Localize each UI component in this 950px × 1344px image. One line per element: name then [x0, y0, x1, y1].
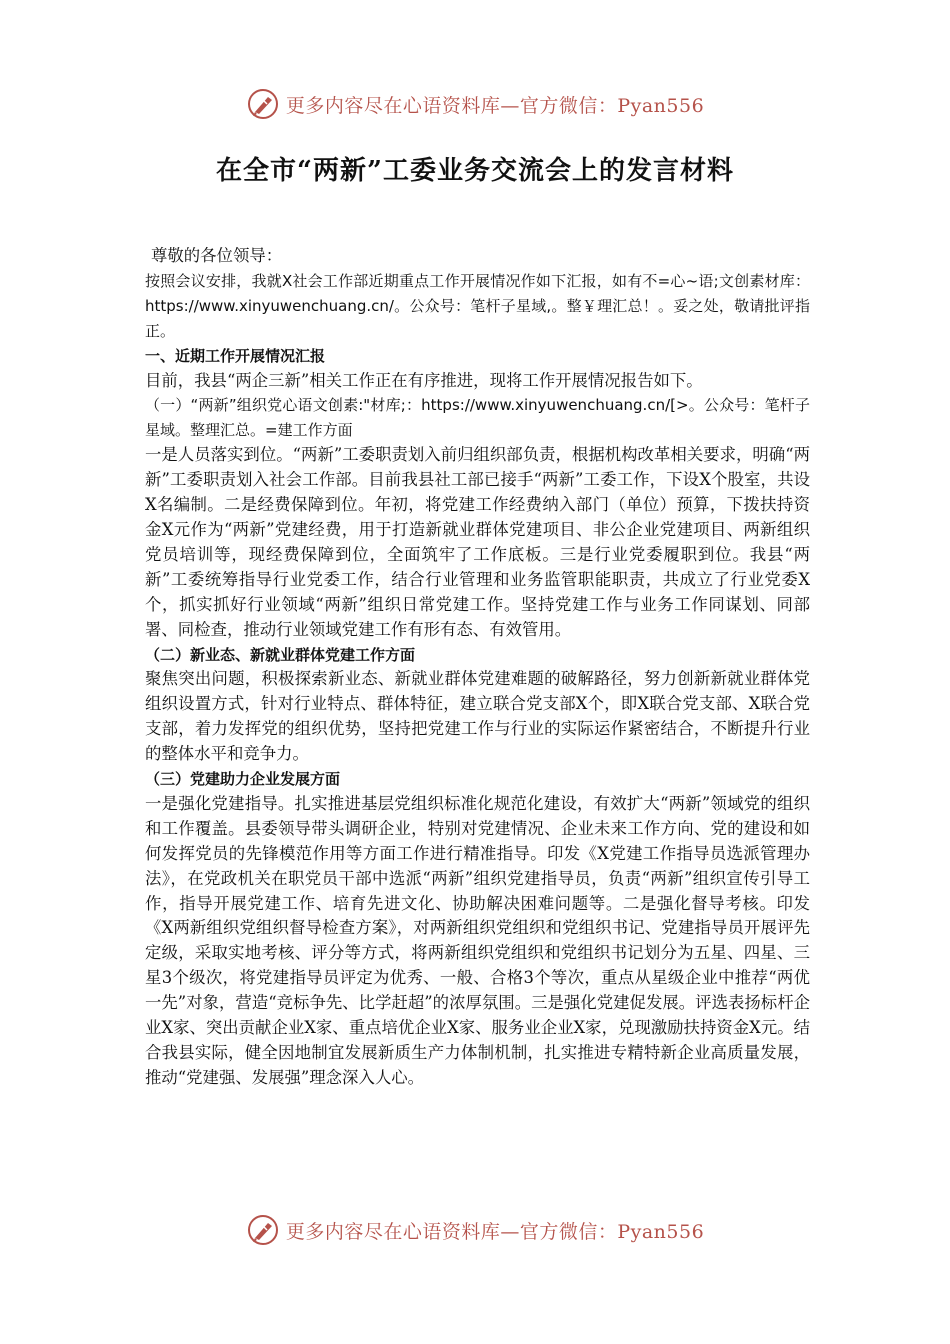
section-1-intro: 目前，我县“两企三新”相关工作正在有序推进，现将工作开展情况报告如下。 [145, 370, 703, 390]
subsection-3-paragraph: 一是强化党建指导。扎实推进基层党组织标准化规范化建设，有效扩大“两新”领域党的组织和工作覆盖。县委领导带头调研企业，特别对党建情况、企业未来工作方向、党的建设和如何发挥党员的先锋模范作用等方面工作进行精准指导。印发《X党建工作指导员选派管理办法》，在党政机关在职党员干部中选派“两新”组织党建指导员，负责“两新”组织宣传引导工作，指导开展党建工作、培育先进文化、协助解决困难问题等。二是强化督导考核。印发《X两新组织党组织督导检查方案》，对两新组织党组织和党组织书记、党建指导员开展评先定级，采取实地考核、评分等方式，将两新组织党组织和党组织书记划分为五星、四星、三星3个级次，将党建指导员评定为优秀、一般、合格3个等次，重点从星级企业中推荐“两优一先”对象，营造“竞标争先、比学赶超”的浓厚氛围。三是强化党建促发展。评选表扬标杆企业X家、突出贡献企业X家、重点培优企业X家、服务业企业X家，兑现激励扶持资金X元。结合我县实际，健全因地制宜发展新质生产力体制机制，扎实推进专精特新企业高质量发展，推动“党建强、发展强”理念深入人心。 [145, 793, 810, 1087]
subsection-heading-2: （二）新业态、新就业群体党建工作方面 [145, 645, 416, 664]
pen-nib-logo-icon [246, 1213, 280, 1247]
watermark-text: 更多内容尽在心语资料库—官方微信：Pyan556 [285, 94, 705, 117]
subsection-1-paragraph: 一是人员落实到位。“两新”工委职责划入前归组织部负责，根据机构改革相关要求，明确“两新”工委职责划入社会工作部。目前我县社工部已接手“两新”工委工作，下设X个股室，共设X名编制。二是经费保障到位。年初，将党建工作经费纳入部门（单位）预算，下拨扶持资金X元作为“两新”党建经费，用于打造新就业群体党建项目、非公企业党建项目、两新组织党员培训等，现经费保障到位，全面筑牢了工作底板。三是行业党委履职到位。我县“两新”工委统筹指导行业党委工作，结合行业管理和业务监管职能职责，共成立了行业党委X个，抓实抓好行业领域“两新”组织日常党建工作。坚持党建工作与业务工作同谋划、同部署、同检查，推动行业领域党建工作有形有态、有效管用。 [145, 445, 810, 639]
intro-paragraph: 按照会议安排，我就X社会工作部近期重点工作开展情况作如下汇报，如有不=心~语;文创素材库：https://www.xinyuwenchuang.cn/。公众号：笔杆子星域,。整￥理汇总！。妥之处，敬请批评指正。 [145, 271, 810, 340]
footer-watermark-banner [0, 1210, 950, 1250]
document-body [145, 244, 810, 1091]
watermark-text: 更多内容尽在心语资料库—官方微信：Pyan556 [285, 1220, 705, 1243]
pen-nib-logo-icon [246, 87, 280, 121]
header-watermark-banner [0, 84, 950, 124]
greeting: 尊敬的各位领导： [151, 246, 283, 265]
document-title: 在全市“两新”工委业务交流会上的发言材料 [216, 156, 734, 186]
subsection-heading-1: （一）“两新”组织党心语文创素:"材库;：https://www.xinyuwenchuang.cn/[>。公众号：笔杆子星域。整理汇总。=建工作方面 [145, 396, 810, 440]
subsection-heading-3: （三）党建助力企业发展方面 [145, 770, 341, 789]
section-heading-1: 一、近期工作开展情况汇报 [145, 346, 326, 365]
subsection-2-paragraph: 聚焦突出问题，积极探索新业态、新就业群体党建难题的破解路径，努力创新新就业群体党组织设置方式，针对行业特点、群体特征，建立联合党支部X个，即X联合党支部、X联合党支部，着力发挥党的组织优势，坚持把党建工作与行业的实际运作紧密结合，不断提升行业的整体水平和竞争力。 [145, 669, 810, 764]
